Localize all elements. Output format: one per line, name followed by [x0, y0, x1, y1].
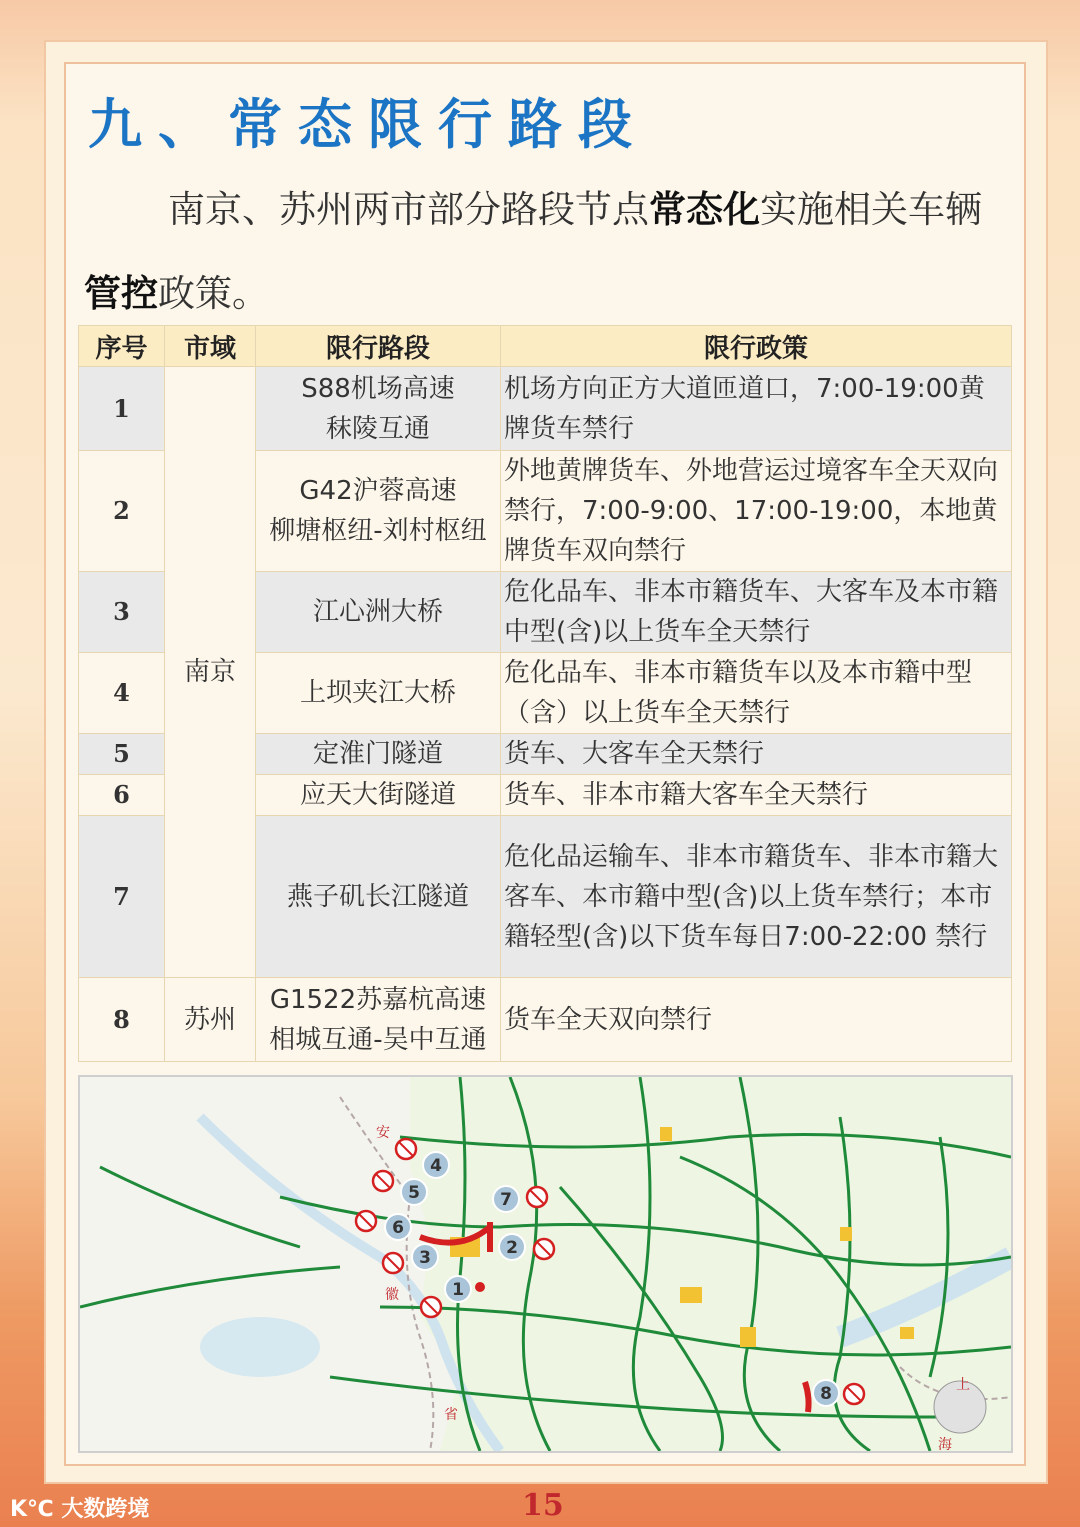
row-number: 2 — [79, 451, 165, 572]
policy-cell: 机场方向正方大道匝道口，7:00-19:00黄牌货车禁行 — [501, 367, 1012, 451]
policy-cell: 货车全天双向禁行 — [501, 978, 1012, 1062]
page-heading: 九、常态限行路段 — [88, 93, 648, 156]
header-num: 序号 — [79, 326, 165, 367]
row-number: 5 — [79, 734, 165, 775]
row-number: 7 — [79, 816, 165, 978]
brand-name: 大数跨境 — [61, 1497, 150, 1522]
segment-line: 秣陵互通 — [325, 413, 430, 444]
city-cell-suzhou: 苏州 — [165, 978, 256, 1062]
segment-cell — [256, 367, 501, 451]
svg-text:4: 4 — [430, 1156, 442, 1176]
segment-cell: 上坝夹江大桥 — [256, 653, 501, 734]
page-number: 15 — [522, 1488, 564, 1523]
segment-line: 柳塘枢纽-刘村枢纽 — [269, 516, 487, 546]
footer-brand — [10, 1492, 149, 1523]
intro-text-2: 实施相关车辆 — [760, 188, 982, 231]
marker-2 — [499, 1234, 525, 1260]
intro-emphasis-2: 管控 — [84, 272, 158, 315]
map-label-an: 安 — [376, 1125, 390, 1141]
row-number: 4 — [79, 653, 165, 734]
map-label-hui: 徽 — [385, 1287, 399, 1303]
header-segment: 限行路段 — [256, 326, 501, 367]
intro-paragraph — [84, 168, 984, 336]
policy-cell: 外地黄牌货车、外地营运过境客车全天双向禁行，7:00-9:00、17:00-19:00，本地黄牌货车双向禁行 — [501, 451, 1012, 572]
table-header-row — [79, 326, 1012, 367]
table-row — [79, 978, 1012, 1062]
map-svg — [80, 1077, 1011, 1451]
intro-text-3: 政策。 — [158, 272, 269, 315]
header-city: 市域 — [165, 326, 256, 367]
segment-line: 相城互通-吴中互通 — [269, 1024, 487, 1055]
marker-5 — [401, 1179, 427, 1205]
intro-text-1: 南京、苏州两市部分路段节点 — [168, 188, 649, 231]
brand-logo-icon: K℃ — [10, 1497, 54, 1522]
segment-cell — [256, 451, 501, 572]
policy-cell: 危化品车、非本市籍货车以及本市籍中型（含）以上货车全天禁行 — [501, 653, 1012, 734]
row-number: 8 — [79, 978, 165, 1062]
policy-cell: 货车、大客车全天禁行 — [501, 734, 1012, 775]
svg-text:8: 8 — [820, 1384, 832, 1404]
marker-4 — [423, 1152, 449, 1178]
intro-emphasis-1: 常态化 — [649, 188, 760, 231]
marker-8 — [813, 1380, 839, 1406]
svg-text:7: 7 — [500, 1190, 512, 1210]
map-label-hai: 海 — [938, 1437, 952, 1451]
marker-7 — [493, 1186, 519, 1212]
svg-text:2: 2 — [506, 1238, 518, 1258]
svg-text:5: 5 — [408, 1183, 420, 1203]
marker-6 — [385, 1214, 411, 1240]
lake — [200, 1317, 320, 1377]
segment-cell — [256, 978, 501, 1062]
segment-line: G42沪蓉高速 — [299, 476, 457, 506]
header-policy: 限行政策 — [501, 326, 1012, 367]
segment-line: G1522苏嘉杭高速 — [269, 984, 487, 1015]
segment-cell: 燕子矶长江隧道 — [256, 816, 501, 978]
svg-text:1: 1 — [452, 1280, 464, 1300]
policy-cell: 危化品运输车、非本市籍货车、非本市籍大客车、本市籍中型(含)以上货车禁行；本市籍轻型(含)以下货车每日7:00-22:00 禁行 — [501, 816, 1012, 978]
row-number: 6 — [79, 775, 165, 816]
segment-cell: 定淮门隧道 — [256, 734, 501, 775]
marker-1 — [445, 1276, 471, 1302]
segment-line: S88机场高速 — [301, 373, 455, 404]
segment-cell: 江心洲大桥 — [256, 572, 501, 653]
map-label-sheng: 省 — [444, 1407, 458, 1423]
restriction-table — [78, 325, 1012, 1062]
row-number: 1 — [79, 367, 165, 451]
airport-marker — [475, 1282, 485, 1292]
policy-cell: 货车、非本市籍大客车全天禁行 — [501, 775, 1012, 816]
row-number: 3 — [79, 572, 165, 653]
segment-cell: 应天大街隧道 — [256, 775, 501, 816]
map-label-shang: 上 — [956, 1377, 970, 1393]
table-row — [79, 367, 1012, 451]
svg-text:6: 6 — [392, 1218, 404, 1238]
policy-cell: 危化品车、非本市籍货车、大客车及本市籍中型(含)以上货车全天禁行 — [501, 572, 1012, 653]
marker-3 — [412, 1244, 438, 1270]
svg-text:3: 3 — [419, 1248, 431, 1268]
restriction-map — [78, 1075, 1013, 1453]
city-cell-nanjing: 南京 — [165, 367, 256, 978]
